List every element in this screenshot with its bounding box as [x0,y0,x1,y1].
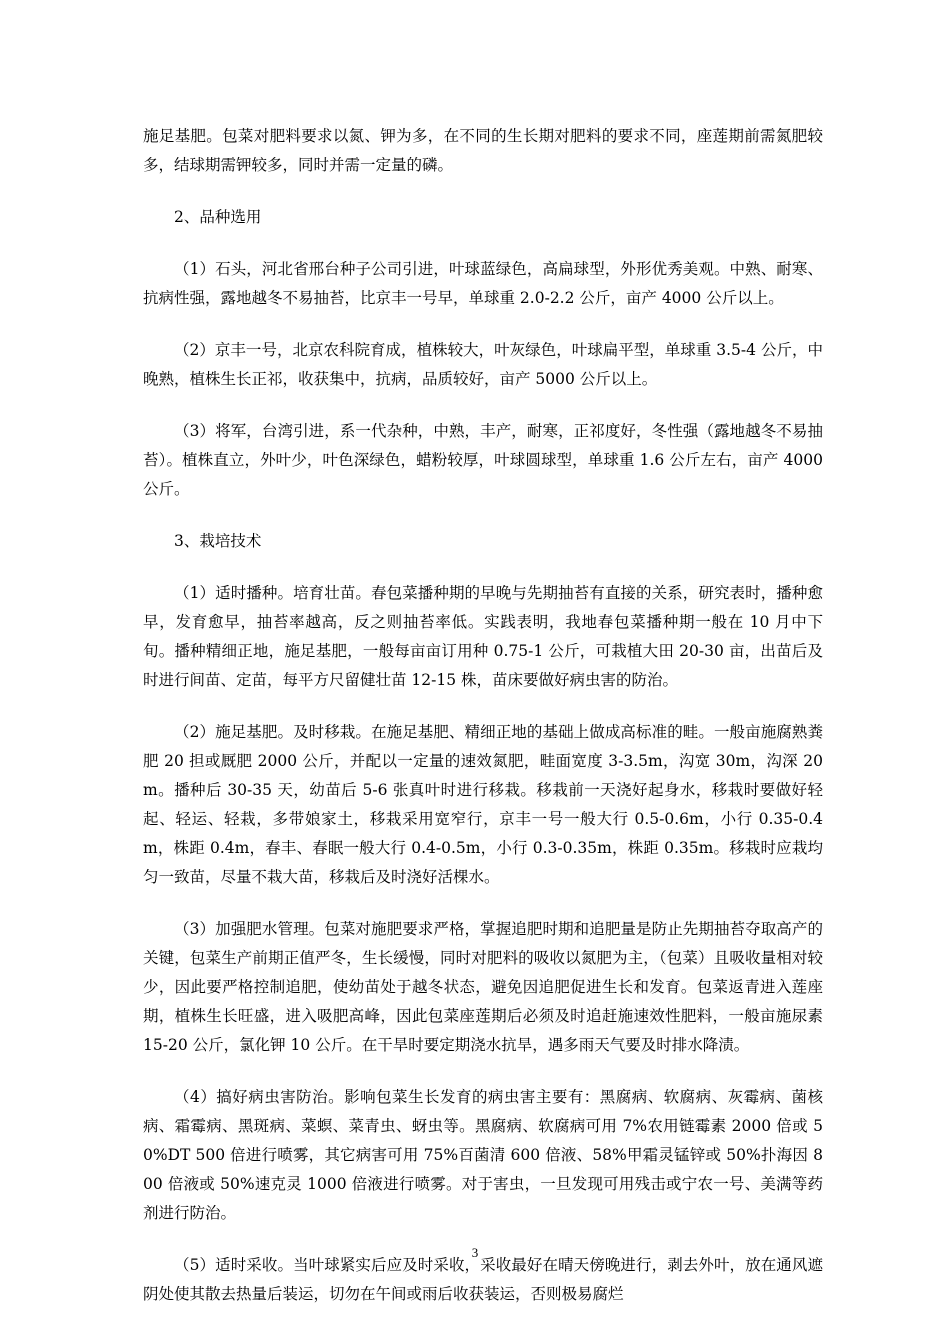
paragraph-harvest: （5）适时采收。当叶球紧实后应及时采收，采收最好在晴天傍晚进行，剥去外叶，放在通风遮阴处使其散去热量后装运，切勿在午间或雨后收获装运，否则极易腐烂 [143,1256,823,1303]
paragraph-variety-jingfeng: （2）京丰一号，北京农科院育成，植株较大，叶灰绿色，叶球扁平型，单球重 3.5-4 公斤，中晚熟，植株生长正祁，收获集中，抗病，品质较好，亩产 5000 公斤以上。 [143,341,823,388]
section-heading-cultivation: 3、栽培技术 [174,532,262,550]
paragraph-pest-control: （4）搞好病虫害防治。影响包菜生长发育的病虫害主要有：黑腐病、软腐病、灰霉病、菌核病、霜霉病、黑斑病、菜螟、菜青虫、蚜虫等。黑腐病、软腐病可用 7%农用链霉素 2000 倍或 50%DT 500 倍进行喷雾，其它病害可用 75%百菌清 600 倍液、58%甲霜灵锰锌或 50%扑海因 800 倍液或 50%速克灵 1000 倍液进行喷雾。对于害虫，一旦发现可用残击或宁农一号、美满等药剂进行防治。 [143,1088,823,1222]
document-body [143,122,823,1332]
paragraph-variety-jiangjun: （3）将军，台湾引进，系一代杂种，中熟，丰产，耐寒，正祁度好，冬性强（露地越冬不易抽苔）。植株直立，外叶少，叶色深绿色，蜡粉较厚，叶球圆球型，单球重 1.6 公斤左右，亩产 4000 公斤。 [143,422,823,498]
section-heading-variety-selection: 2、品种选用 [174,208,262,226]
page-number: 3 [471,1245,479,1260]
paragraph-sowing: （1）适时播种。培育壮苗。春包菜播种期的早晚与先期抽苔有直接的关系，研究表时，播种愈早，发育愈早，抽苔率越高，反之则抽苔率低。实践表明，我地春包菜播种期一般在 10 月中下旬。播种精细正地，施足基肥，一般每亩亩订用种 0.75-1 公斤，可栽植大田 20-30 亩，出苗后及时进行间苗、定苗，每平方尺留健壮苗 12-15 株，苗床要做好病虫害的防治。 [143,584,823,689]
paragraph-fertilizer-water: （3）加强肥水管理。包菜对施肥要求严格，掌握追肥时期和追肥量是防止先期抽苔夺取高产的关键，包菜生产前期正值严冬，生长缓慢，同时对肥料的吸收以氮肥为主，（包菜）且吸收量相对较少，因此要严格控制追肥，使幼苗处于越冬状态，避免因追肥促进生长和发育。包菜返青进入莲座期，植株生长旺盛，进入吸肥高峰，因此包菜座莲期后必须及时追赶施速效性肥料，一般亩施尿素 15-20 公斤，氯化钾 10 公斤。在干旱时要定期浇水抗旱，遇多雨天气要及时排水降渍。 [143,920,823,1054]
paragraph-variety-shitou: （1）石头，河北省邢台种子公司引进，叶球蓝绿色，高扁球型，外形优秀美观。中熟、耐寒、抗病性强，露地越冬不易抽苔，比京丰一号早，单球重 2.0-2.2 公斤，亩产 4000 公斤以上。 [143,260,823,307]
paragraph-transplanting: （2）施足基肥。及时移栽。在施足基肥、精细正地的基础上做成高标准的畦。一般亩施腐熟粪肥 20 担或厩肥 2000 公斤，并配以一定量的速效氮肥，畦面宽度 3-3.5m，沟宽 30m，沟深 20m。播种后 30-35 天，幼苗后 5-6 张真叶时进行移栽。移栽前一天浇好起身水，移栽时要做好轻起、轻运、轻栽，多带娘家土，移栽采用宽窄行，京丰一号一般大行 0.5-0.6m，小行 0.35-0.4m，株距 0.4m，春丰、春眠一般大行 0.4-0.5m，小行 0.3-0.35m，株距 0.35m。移栽时应栽均匀一致苗，尽量不栽大苗，移栽后及时浇好活棵水。 [143,723,823,886]
paragraph-fertilizer-intro: 施足基肥。包菜对肥料要求以氮、钾为多，在不同的生长期对肥料的要求不同，座莲期前需氮肥较多，结球期需钾较多，同时并需一定量的磷。 [143,127,823,174]
